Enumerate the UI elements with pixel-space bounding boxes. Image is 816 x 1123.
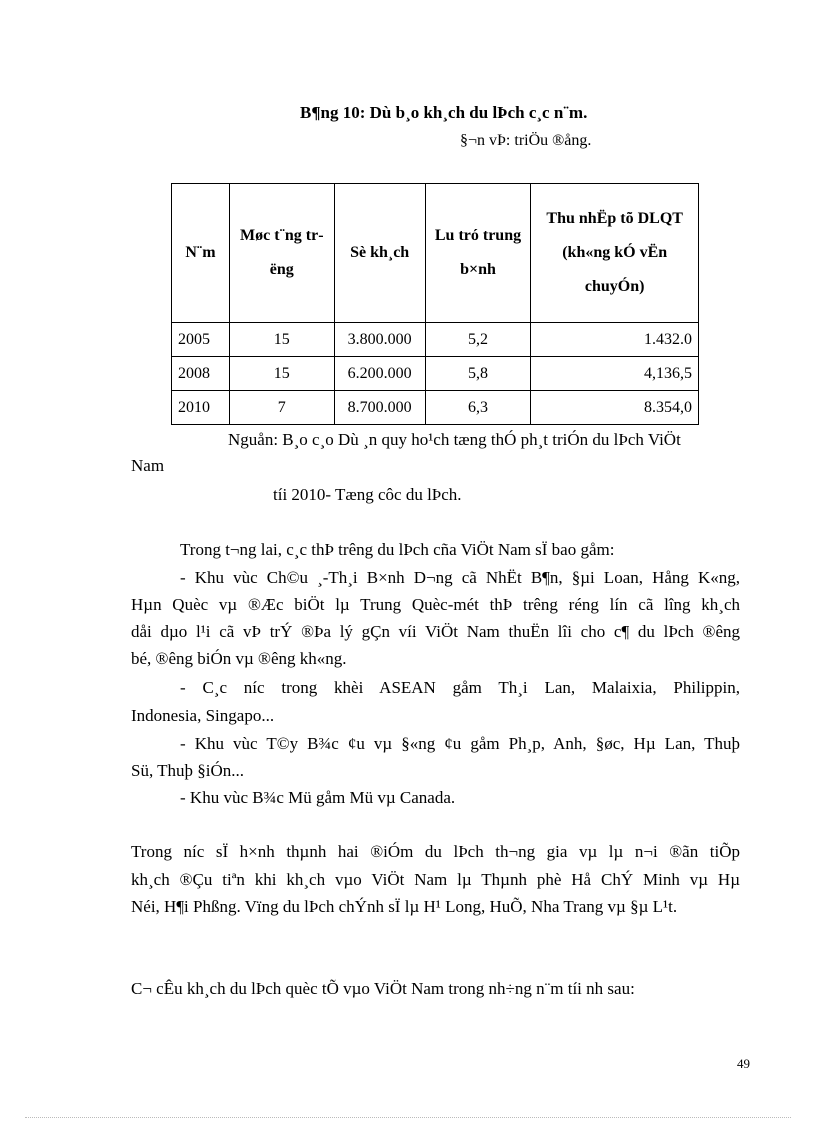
cell-stay: 6,3: [425, 391, 531, 425]
cell-stay: 5,8: [425, 357, 531, 391]
unit-note: §¬n vÞ: triÖu ®ång.: [460, 132, 592, 149]
col-header-year: N¨m: [172, 184, 230, 323]
structure-intro: C¬ cÊu kh¸ch du lÞch quèc tÕ vµo ViÖt Nam trong nh÷ng n¨m tíi nh sau:: [131, 979, 635, 998]
cell-stay: 5,2: [425, 323, 531, 357]
domestic-line-2: kh¸ch ®Çu tiªn khi kh¸ch vµo ViÖt Nam lµ Thµnh phè Hå ChÝ Minh vµ Hµ: [131, 870, 740, 889]
market-asia-line-3: dåi dµo l¹i cã vÞ trÝ ®Þa lý gÇn víi ViÖt Nam thuËn lîi cho c¶ du lÞch ®êng: [131, 622, 740, 641]
market-asia-line-2: Hµn Quèc vµ ®Æc biÖt lµ Trung Quèc-mét thÞ trêng réng lín cã lîng kh¸ch: [131, 595, 740, 614]
page-number: 49: [737, 1056, 750, 1071]
col-header-stay: Lu tró trung b×nh: [425, 184, 531, 323]
cell-year: 2008: [172, 357, 230, 391]
col-header-visitors: Sè kh¸ch: [334, 184, 425, 323]
source-line-1: Nguån: B¸o c¸o Dù ¸n quy ho¹ch tæng thÓ ph¸t triÓn du lÞch ViÖt: [228, 430, 681, 449]
market-europe-line-1: - Khu vùc T©y B¾c ¢u vµ §«ng ¢u gåm Ph¸p, Anh, §øc, Hµ Lan, Thuþ: [180, 734, 740, 753]
cell-visitors: 3.800.000: [334, 323, 425, 357]
page-bottom-divider: [25, 1117, 791, 1118]
cell-growth: 15: [229, 357, 334, 391]
cell-visitors: 8.700.000: [334, 391, 425, 425]
cell-year: 2010: [172, 391, 230, 425]
market-asia-line-1: - Khu vùc Ch©u ¸-Th¸i B×nh D¬ng cã NhËt B¶n, §µi Loan, Hång K«ng,: [180, 568, 740, 587]
cell-income: 8.354,0: [531, 391, 699, 425]
col-header-income: Thu nhËp tõ DLQT (kh«ng kÓ vËn chuyÓn): [531, 184, 699, 323]
table-row: [172, 323, 699, 357]
market-north-america: - Khu vùc B¾c Mü gåm Mü vµ Canada.: [180, 788, 456, 807]
cell-growth: 15: [229, 323, 334, 357]
domestic-line-3: Néi, H¶i Phßng. Vïng du lÞch chÝnh sÏ lµ H¹ Long, HuÕ, Nha Trang vµ §µ L¹t.: [131, 897, 678, 916]
domestic-line-1: Trong níc sÏ h×nh thµnh hai ®iÓm du lÞch th¬ng gia vµ lµ n¬i ®ãn tiÕp: [131, 842, 740, 861]
table-row: [172, 391, 699, 425]
cell-year: 2005: [172, 323, 230, 357]
markets-intro: Trong t¬ng lai, c¸c thÞ trêng du lÞch cña ViÖt Nam sÏ bao gåm:: [180, 540, 615, 559]
table-header-row: [172, 184, 699, 323]
table-row: [172, 357, 699, 391]
forecast-table: [171, 183, 699, 425]
table-title: B¶ng 10: Dù b¸o kh¸ch du lÞch c¸c n¨m.: [300, 103, 588, 122]
col-header-growth: Møc t¨ng trëng: [229, 184, 334, 323]
market-asia-line-4: bé, ®êng biÓn vµ ®êng kh«ng.: [131, 649, 347, 668]
cell-visitors: 6.200.000: [334, 357, 425, 391]
market-asean-line-1: - C¸c níc trong khèi ASEAN gåm Th¸i Lan, Malaixia, Philippin,: [180, 678, 740, 697]
source-line-2: Nam: [131, 456, 165, 475]
source-line-3: tíi 2010- Tæng côc du lÞch.: [273, 485, 462, 504]
cell-income: 1.432.0: [531, 323, 699, 357]
cell-growth: 7: [229, 391, 334, 425]
cell-income: 4,136,5: [531, 357, 699, 391]
market-asean-line-2: Indonesia, Singapo...: [131, 706, 275, 725]
market-europe-line-2: Sü, Thuþ §iÓn...: [131, 761, 245, 780]
